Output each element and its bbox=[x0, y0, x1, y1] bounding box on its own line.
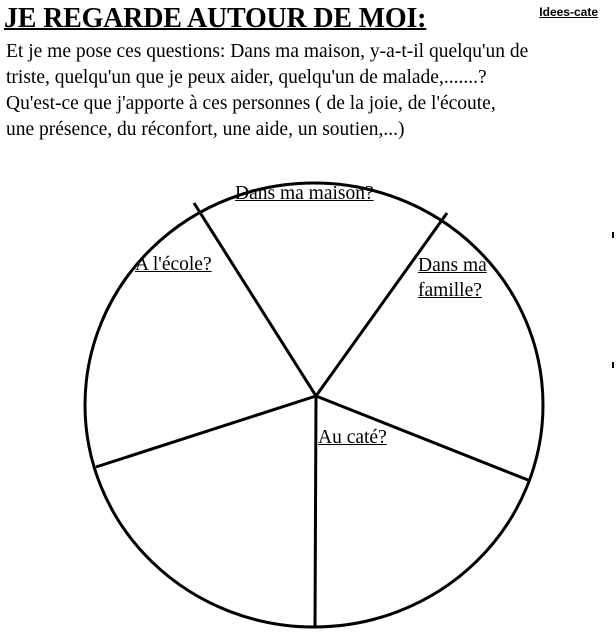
intro-line: triste, quelqu'un que je peux aider, quelqu'un de malade,.......? bbox=[6, 67, 487, 88]
source-credit: Idees-cate bbox=[539, 5, 598, 19]
intro-line: Qu'est-ce que j'apporte à ces personnes ( de la joie, de l'écoute, bbox=[6, 93, 496, 114]
edge-mark bbox=[612, 362, 614, 368]
intro-line: une présence, du réconfort, une aide, un soutien,...) bbox=[6, 119, 405, 140]
section-label-home: Dans ma maison? bbox=[235, 183, 374, 204]
section-label-family-line2: famille? bbox=[418, 280, 482, 301]
wheel-divider bbox=[315, 396, 316, 627]
intro-line: Et je me pose ces questions: Dans ma maison, y-a-t-il quelqu'un de bbox=[6, 41, 529, 62]
edge-mark bbox=[612, 232, 614, 238]
section-label-catechism: Au caté? bbox=[318, 427, 387, 448]
section-label-school: A l'école? bbox=[135, 254, 212, 275]
section-label-family-line1: Dans ma bbox=[418, 255, 487, 276]
page-title: JE REGARDE AUTOUR DE MOI: bbox=[4, 3, 427, 34]
